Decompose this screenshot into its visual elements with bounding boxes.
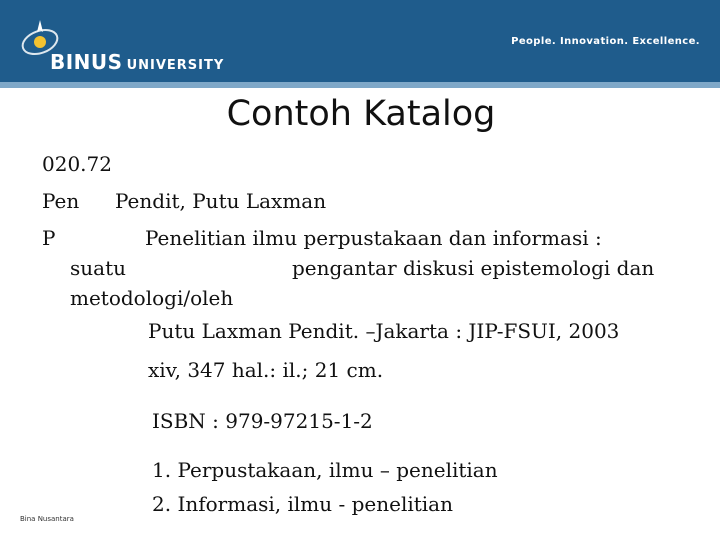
title-line-3: metodologi/oleh: [70, 286, 234, 310]
isbn-line: ISBN : 979-97215-1-2: [152, 409, 373, 433]
brand-name: BINUS: [50, 50, 123, 74]
title-code: P: [42, 226, 56, 250]
author-heading: Pendit, Putu Laxman: [115, 189, 327, 213]
header-bar: [0, 0, 720, 82]
subject-2: 2. Informasi, ilmu - penelitian: [152, 492, 453, 516]
tagline: People. Innovation. Excellence.: [511, 36, 700, 47]
brand-wordmark: [50, 50, 224, 74]
subject-1: 1. Perpustakaan, ilmu – penelitian: [152, 458, 498, 482]
brand-suffix: UNIVERSITY: [126, 58, 225, 73]
slide-title: [0, 94, 720, 134]
footer-author: Bina Nusantara: [20, 515, 74, 523]
imprint-line: Putu Laxman Pendit. –Jakarta : JIP-FSUI, 2003: [148, 319, 620, 343]
title-line-2b: pengantar diskusi epistemologi dan: [292, 256, 655, 280]
header-divider: [0, 82, 720, 88]
call-number: 020.72: [42, 152, 112, 176]
collation-line: xiv, 347 hal.: il.; 21 cm.: [148, 358, 384, 382]
binus-logo: [16, 12, 276, 72]
title-line-2a: suatu: [70, 256, 126, 280]
author-code: Pen: [42, 189, 80, 213]
slide-title-text: Contoh Katalog: [226, 94, 496, 134]
title-line-1: Penelitian ilmu perpustakaan dan informasi :: [145, 226, 602, 250]
